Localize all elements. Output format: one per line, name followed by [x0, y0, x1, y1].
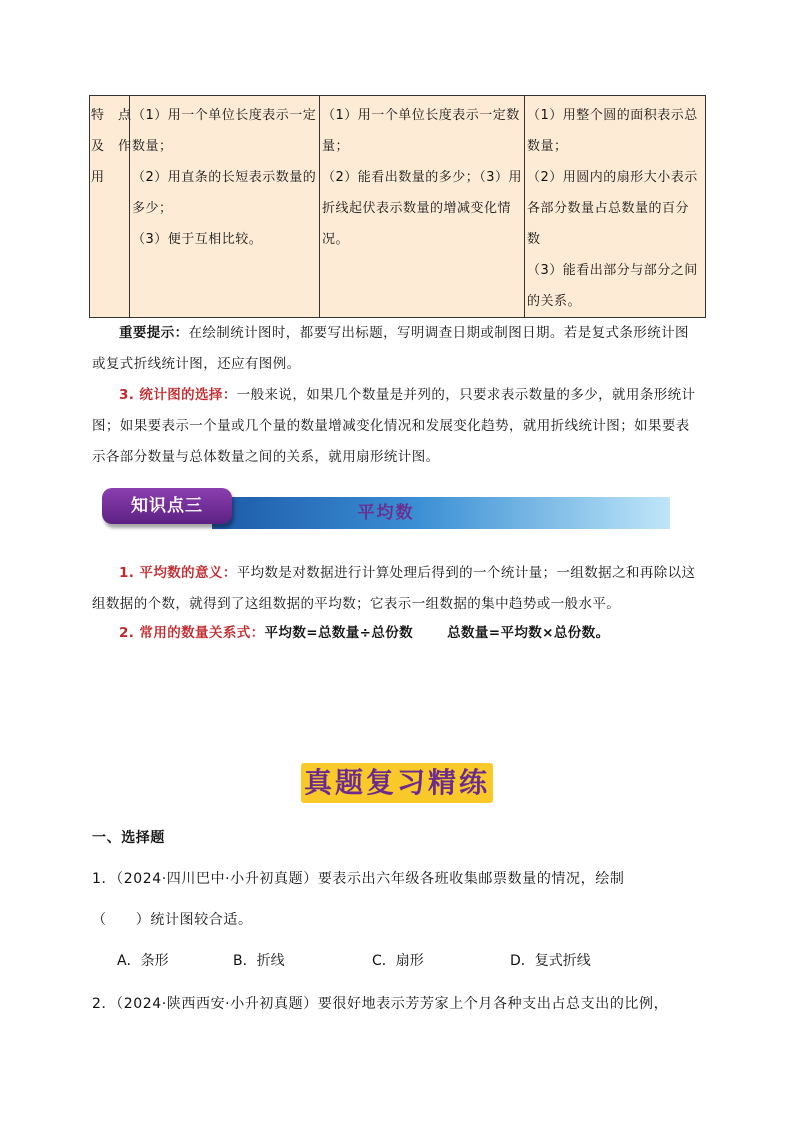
formula-label: 2. 常用的数量关系式：	[119, 625, 265, 641]
cell-line: （3）能看出部分与部分之间	[527, 263, 698, 278]
row-label-line: 特 点	[91, 108, 132, 123]
choice-text: 一般来说，如果几个数量是并列的，只要求表示数量的多少，就用条形统计	[236, 387, 696, 403]
choice-label: 3. 统计图的选择：	[119, 387, 237, 403]
cell-line: （2）用圆内的扇形大小表示	[527, 170, 698, 185]
question-1-line: （ ）统计图较合适。	[92, 912, 253, 928]
banner-tag: 知识点三	[102, 488, 232, 524]
average-meaning	[92, 558, 702, 620]
tip-text: 或复式折线统计图，还应有图例。	[92, 356, 301, 372]
banner-title: 平均数	[357, 503, 415, 523]
avg-meaning-text: 组数据的个数，就得到了这组数据的平均数；它表示一组数据的集中趋势或一般水平。	[92, 596, 621, 612]
important-tip	[92, 318, 702, 380]
cell-line: 数	[527, 232, 541, 247]
cell-line: 数量；	[132, 139, 173, 154]
cell-line: （2）用直条的长短表示数量的	[132, 170, 317, 185]
part-title: 一、选择题	[92, 830, 165, 846]
avg-meaning-text: 平均数是对数据进行计算处理后得到的一个统计量；一组数据之和再除以这	[236, 565, 696, 581]
formula-average: 平均数=总数量÷总份数	[264, 625, 414, 641]
cell-line: （1）用一个单位长度表示一定数	[322, 108, 520, 123]
cell-line: （3）便于互相比较。	[132, 232, 263, 247]
cell-line: （1）用整个圆的面积表示总	[527, 108, 698, 123]
cell-line: 数量；	[527, 139, 568, 154]
cell-line: 量；	[322, 139, 350, 154]
row-label-cell	[90, 96, 130, 318]
row-label-line: 用	[91, 170, 105, 185]
avg-meaning-label: 1. 平均数的意义：	[119, 565, 237, 581]
features-table	[89, 95, 706, 318]
tip-label: 重要提示：	[119, 325, 189, 341]
cell-line: 多少；	[132, 201, 173, 216]
cell-line: （2）能看出数量的多少；（3）用	[322, 170, 523, 185]
table-row	[90, 96, 706, 318]
choice-text: 图；如果要表示一个量或几个量的数量增减变化情况和发展变化趋势，就用折线统计图；如果要表	[92, 418, 690, 434]
chart-choice-paragraph	[92, 380, 702, 473]
cell-line: 各部分数量占总数量的百分	[527, 201, 690, 216]
cell-line: （1）用一个单位长度表示一定	[132, 108, 317, 123]
average-formulas	[92, 618, 702, 649]
cell-line: 况。	[322, 232, 350, 247]
formula-total: 总数量=平均数×总份数。	[447, 625, 610, 641]
cell-line: 的关系。	[527, 294, 582, 309]
bar-chart-features-cell	[130, 96, 320, 318]
tip-text: 在绘制统计图时，都要写出标题，写明调查日期或制图日期。若是复式条形统计图	[188, 325, 689, 341]
option-c[interactable]: C．扇形	[372, 953, 424, 969]
knowledge-point-banner	[102, 488, 670, 532]
question-2-line: 2．（2024·陕西西安·小升初真题）要很好地表示芳芳家上个月各种支出占总支出的比例，	[92, 996, 669, 1012]
question-1-line: 1．（2024·四川巴中·小升初真题）要表示出六年级各班收集邮票数量的情况，绘制	[92, 871, 625, 887]
row-label-line: 及 作	[91, 139, 132, 154]
choice-text: 示各部分数量与总体数量之间的关系，就用扇形统计图。	[92, 449, 440, 465]
pie-chart-features-cell	[525, 96, 706, 318]
option-d[interactable]: D．复式折线	[510, 953, 591, 969]
section-heading: 真题复习精练	[301, 763, 493, 803]
option-b[interactable]: B．折线	[233, 953, 285, 969]
line-chart-features-cell	[320, 96, 525, 318]
cell-line: 折线起伏表示数量的增减变化情	[322, 201, 512, 216]
option-a[interactable]: A．条形	[117, 953, 169, 969]
